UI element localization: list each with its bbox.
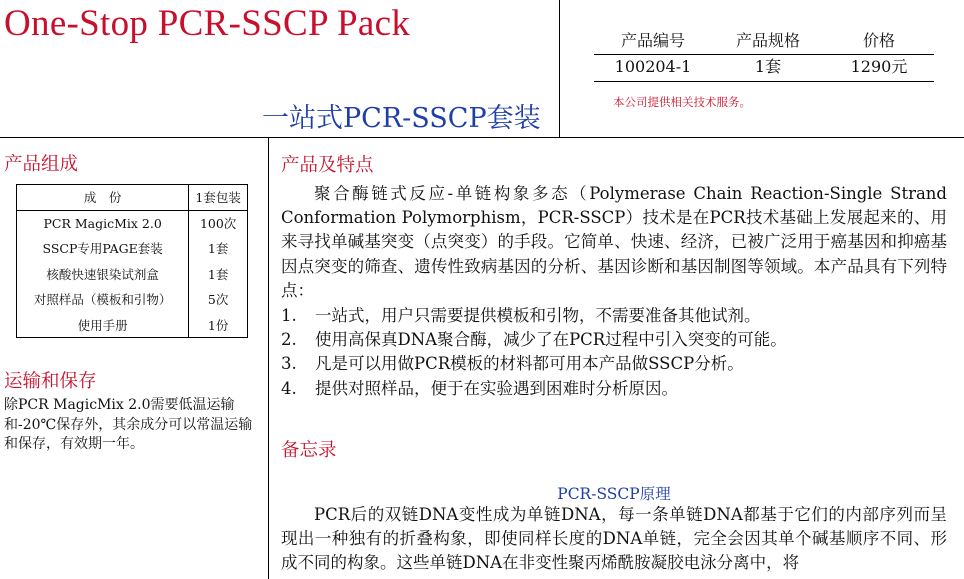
column-divider (268, 137, 269, 579)
price-table-row (594, 54, 934, 80)
item-number: 4. (281, 378, 297, 398)
list-item (281, 352, 947, 376)
composition-heading: 产品组成 (4, 154, 79, 175)
component-quantity: 1套 (189, 261, 248, 287)
features-intro: 聚合酶链式反应-单链构象多态（Polymerase Chain Reaction-Single Strand Conformation Polymorphism，PCR-SSCP）技术是在PCR技术基础上发展起来的、用来寻找单碱基突变（点突变）的手段。它简单、快速、经济，已被广泛用于癌基因和抑癌基因点突变的筛查、遗传性致病基因的分析、基因诊断和基因制图等领域。本产品具有下列特点： (281, 184, 947, 300)
price-table-bottom-rule (594, 81, 934, 82)
shipping-text: 除PCR MagicMix 2.0需要低温运输和-20℃保存外，其余成分可以常温运输和保存，有效期一年。 (4, 397, 253, 452)
item-text: 凡是可以用做PCR模板的材料都可用本产品做SSCP分析。 (315, 354, 744, 374)
list-item (281, 377, 947, 401)
item-number: 2. (281, 330, 297, 350)
price-table-header (594, 28, 934, 54)
component-name: 使用手册 (77, 317, 128, 333)
header-component: 成 份 (17, 185, 189, 211)
list-item (281, 328, 947, 352)
item-number: 1. (281, 306, 297, 325)
item-text: 使用高保真DNA聚合酶，减少了在PCR过程中引入突变的可能。 (315, 330, 787, 350)
memo-heading: 备忘录 (281, 440, 337, 461)
principle-text: PCR后的双链DNA变性成为单链DNA，每一条单链DNA都基于它们的内部序列而呈现出一种独有的折叠构象，即使同样长度的DNA单链，完全会因其单个碱基顺序不同、形成不同的构象。这些单链DNA在非变性聚丙烯酰胺凝胶电泳分离中，将 (281, 505, 947, 573)
table-row (17, 236, 248, 262)
item-text: 提供对照样品，便于在实验遇到困难时分析原因。 (315, 378, 678, 398)
component-quantity: 1套 (189, 236, 248, 262)
component-name: SSCP专用PAGE套装 (42, 241, 163, 257)
component-quantity: 100次 (189, 210, 248, 236)
table-row (17, 312, 248, 338)
header-price: 价格 (862, 31, 895, 50)
shipping-heading: 运输和保存 (4, 371, 97, 392)
component-quantity: 1份 (189, 312, 248, 338)
product-price: 1290元 (850, 57, 908, 76)
product-title-chinese: 一站式PCR-SSCP套装 (262, 103, 541, 134)
item-number: 3. (281, 354, 297, 374)
header-product-spec: 产品规格 (735, 31, 800, 50)
table-row (17, 210, 248, 236)
features-heading: 产品及特点 (281, 155, 374, 176)
item-text: 一站式，用户只需要提供模板和引物，不需要准备其他试剂。 (315, 306, 761, 325)
list-item (281, 304, 947, 328)
component-name: 对照样品（模板和引物） (33, 292, 172, 308)
header-bottom-rule (0, 137, 964, 138)
service-note: 本公司提供相关技术服务。 (613, 95, 751, 109)
price-table-top-rule (594, 54, 934, 55)
header-package: 1套包装 (189, 185, 248, 211)
table-row (17, 287, 248, 313)
header-product-code: 产品编号 (620, 31, 685, 50)
composition-table (16, 184, 248, 338)
component-name: 核酸快速银染试剂盒 (46, 266, 159, 282)
composition-table-header (17, 185, 248, 211)
header-divider (559, 0, 560, 137)
feature-list (281, 304, 947, 401)
principle-subtitle: PCR-SSCP原理 (557, 485, 671, 503)
component-quantity: 5次 (189, 287, 248, 313)
product-title-english: One-Stop PCR-SSCP Pack (4, 3, 411, 44)
component-name: PCR MagicMix 2.0 (43, 215, 162, 231)
product-spec: 1套 (754, 57, 782, 76)
table-row (17, 261, 248, 287)
product-code: 100204-1 (614, 57, 692, 76)
